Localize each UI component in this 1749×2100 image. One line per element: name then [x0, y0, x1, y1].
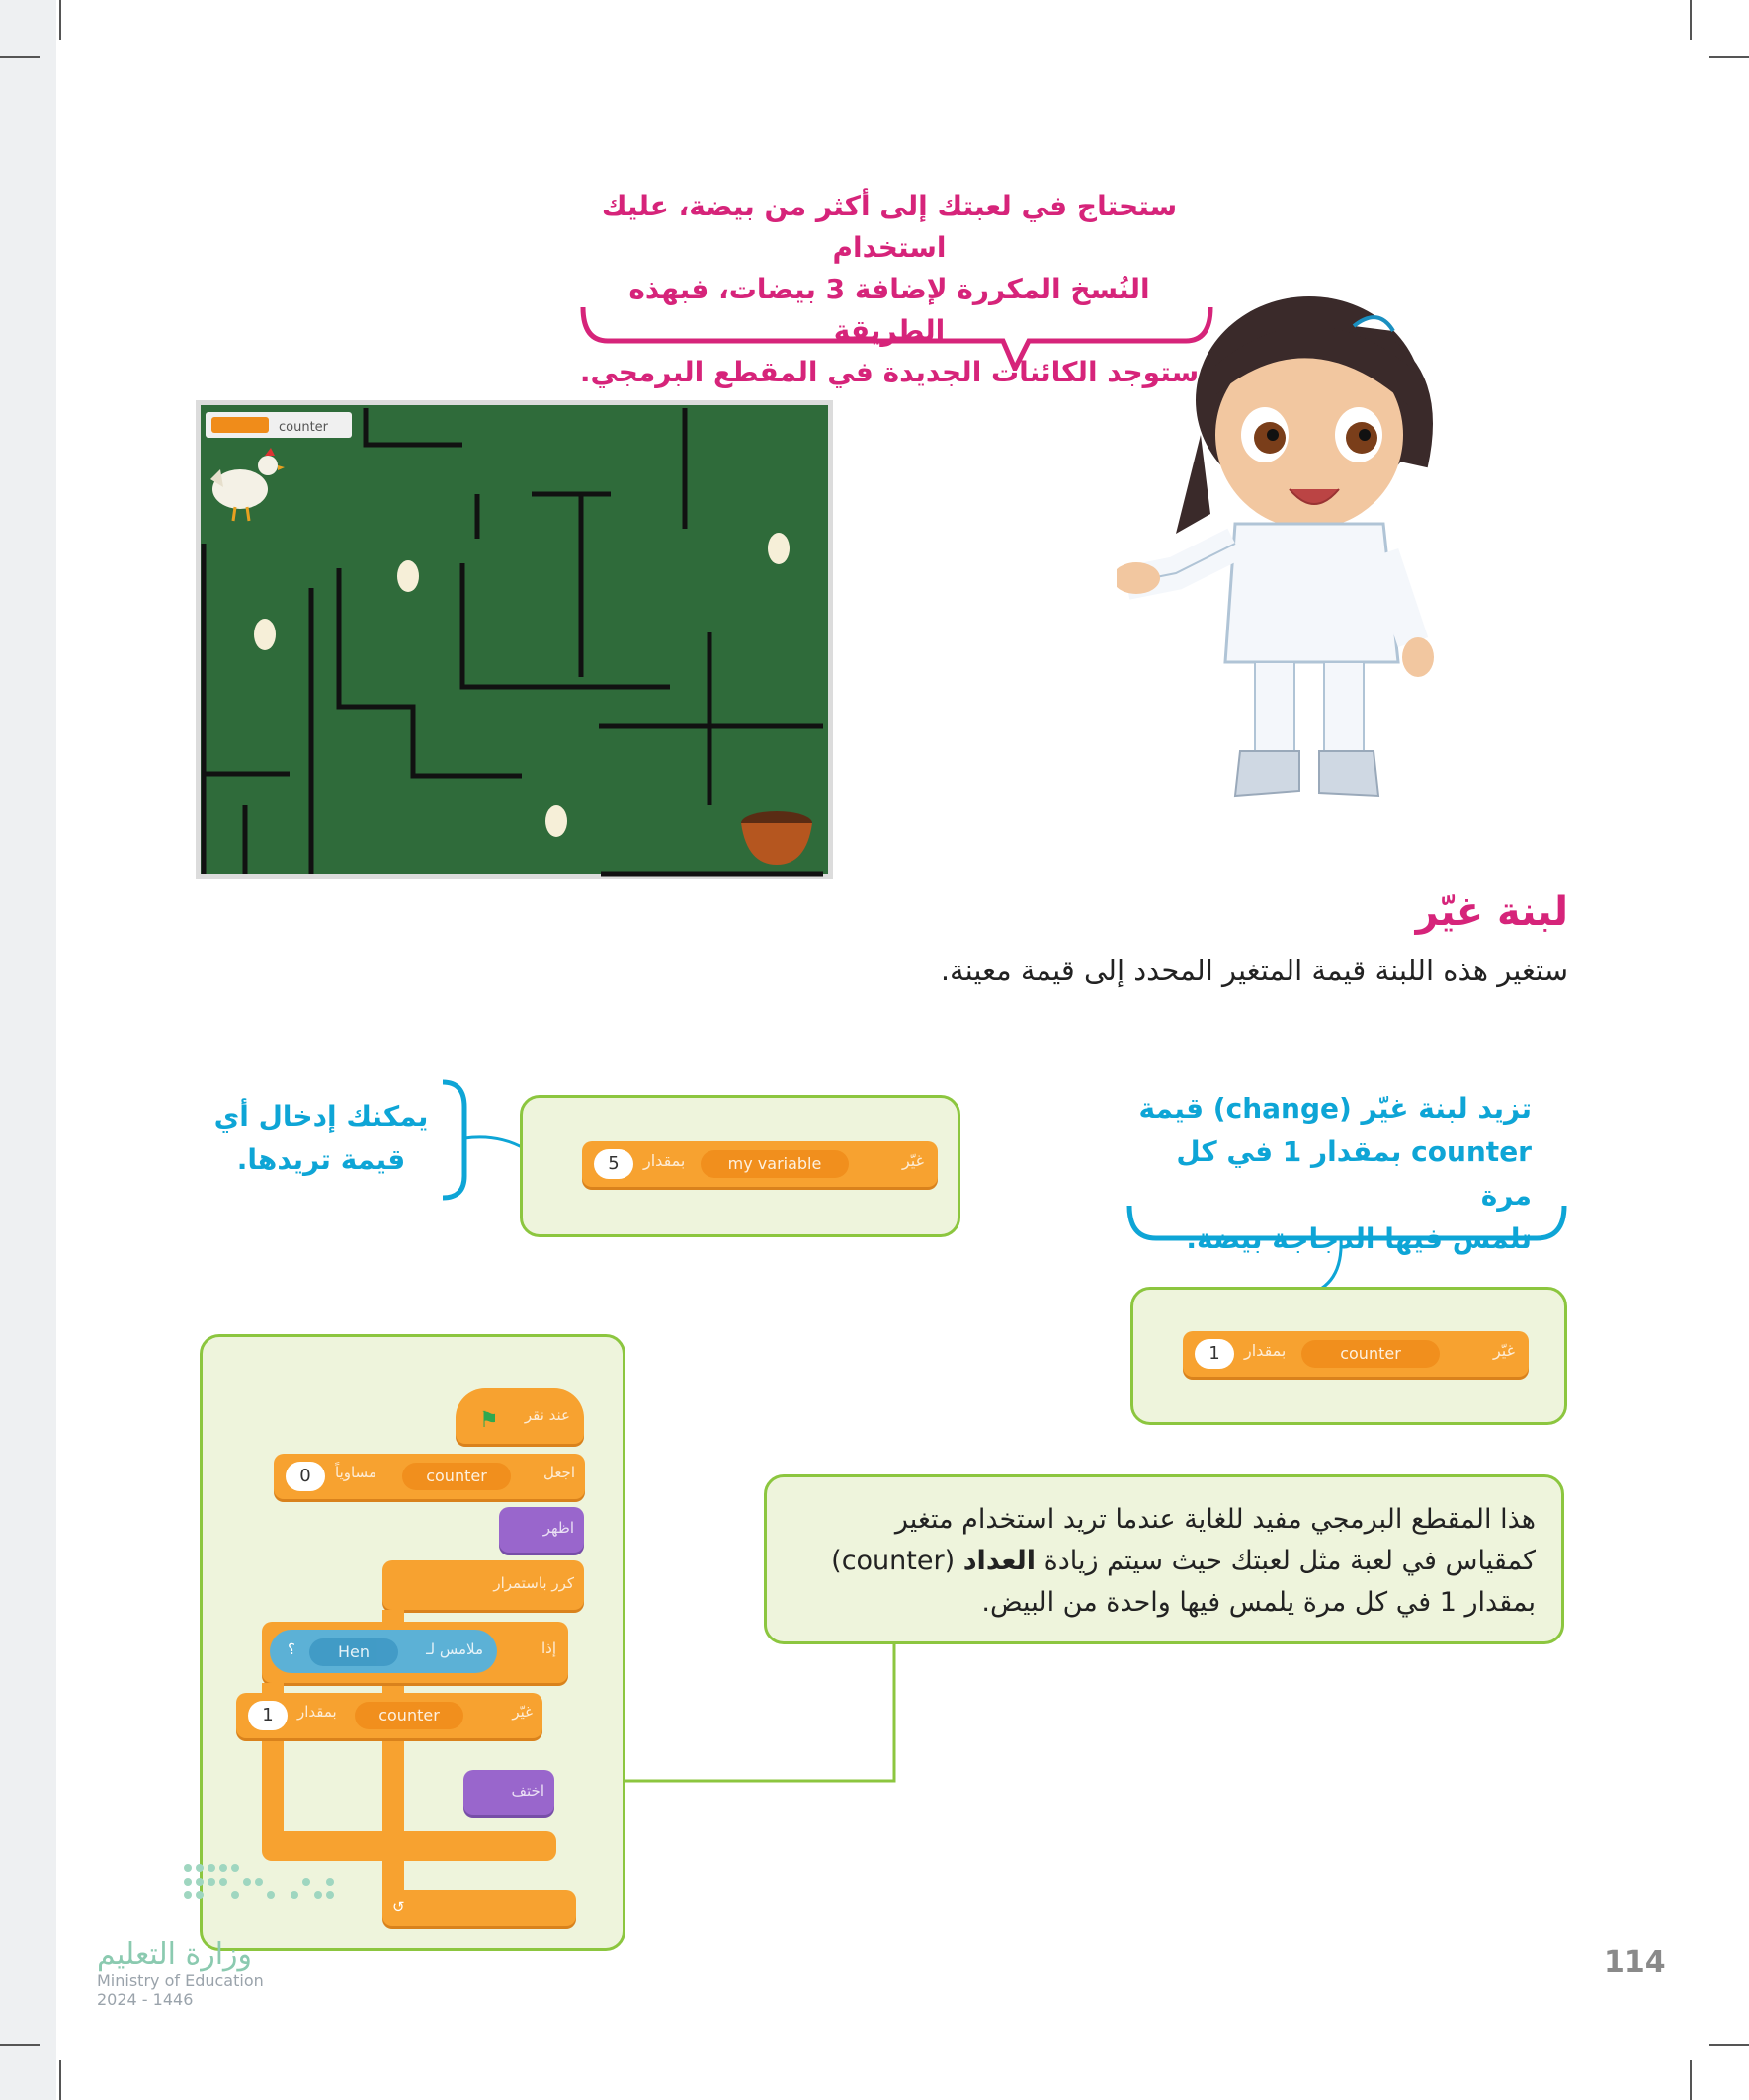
variable-dropdown[interactable]: counter	[402, 1463, 511, 1490]
description-line: هذا المقطع البرمجي مفيد للغاية عندما تريد استخدام متغير	[894, 1504, 1536, 1535]
crop-mark	[1709, 56, 1749, 58]
note-left-line: يمكنك إدخال أي	[213, 1100, 429, 1133]
touching-hen-block[interactable]	[270, 1630, 497, 1673]
loop-arrow-icon: ↺	[392, 1898, 405, 1916]
crop-mark	[1690, 2060, 1692, 2100]
change-counter-block[interactable]	[1183, 1331, 1529, 1377]
set-keyword: اجعل	[542, 1464, 575, 1481]
target-dropdown[interactable]: Hen	[309, 1638, 398, 1666]
section-title: لبنة غيّر	[1415, 889, 1568, 935]
crop-mark	[1709, 2044, 1749, 2046]
question-mark: ؟	[288, 1640, 295, 1658]
ministry-logo	[97, 1937, 294, 2009]
change-counter-block[interactable]	[236, 1693, 542, 1738]
forever-end	[382, 1890, 576, 1926]
crop-mark	[59, 0, 61, 40]
forever-label: كرر باستمرار	[493, 1574, 574, 1592]
crop-mark	[0, 56, 40, 58]
speech-line: النُسخ المكررة لإضافة 3 بيضات، فبهذه الطريقة	[628, 273, 1150, 347]
description-connector	[613, 1640, 899, 1789]
value-input[interactable]: 5	[594, 1149, 633, 1179]
egg-icon	[545, 805, 567, 837]
note-right-line: تزيد لبنة غيّر (change) قيمة	[1138, 1092, 1532, 1125]
page-number: 114	[1604, 1945, 1666, 1979]
crop-mark	[59, 2060, 61, 2100]
show-label: اظهر	[542, 1519, 574, 1537]
note-right-line: counter بمقدار 1 في كل مرة	[1176, 1135, 1532, 1212]
ministry-dots-icon	[178, 1858, 346, 1917]
if-block[interactable]	[262, 1622, 568, 1683]
description-box	[764, 1474, 1564, 1644]
egg-icon	[397, 560, 419, 592]
description-line	[792, 1541, 1536, 1582]
by-label: بمقدار	[1244, 1341, 1287, 1360]
description-bold-term: العداد	[962, 1546, 1037, 1576]
description-text: (counter)	[831, 1546, 963, 1576]
hide-label: اختف	[511, 1782, 544, 1800]
hat-label: عند نقر	[524, 1406, 570, 1424]
if-label: إذا	[541, 1639, 556, 1657]
note-left-line: قيمة تريدها.	[236, 1143, 406, 1176]
note-right-line: تلمس فيها الدجاجة بيضة.	[1186, 1222, 1532, 1255]
variable-dropdown[interactable]: my variable	[701, 1150, 849, 1178]
change-keyword: غيّر	[901, 1151, 924, 1170]
ministry-english: Ministry of Education	[97, 1972, 264, 1990]
value-input[interactable]: 0	[286, 1462, 325, 1491]
ministry-year: 2024 - 1446	[97, 1990, 194, 2009]
speech-line: ستوجد الكائنات الجديدة في المقطع البرمجي.	[579, 356, 1200, 388]
to-label: مساوياً	[335, 1464, 376, 1481]
egg-icon	[768, 533, 790, 564]
variable-dropdown[interactable]: counter	[355, 1702, 463, 1729]
change-keyword: غيّر	[1492, 1341, 1515, 1360]
when-flag-clicked-hat[interactable]	[456, 1388, 584, 1444]
left-margin-band	[0, 0, 56, 2100]
ministry-arabic: وزارة التعليم	[97, 1937, 253, 1972]
speech-line: ستحتاج في لعبتك إلى أكثر من بيضة، عليك استخدام	[601, 190, 1178, 264]
change-keyword: غيّر	[512, 1703, 533, 1721]
girl-character-illustration	[1117, 287, 1467, 820]
by-label: بمقدار	[297, 1703, 337, 1721]
variable-dropdown[interactable]: counter	[1301, 1340, 1440, 1368]
forever-block[interactable]	[382, 1560, 584, 1610]
crop-mark	[0, 2044, 40, 2046]
change-block-box	[520, 1095, 960, 1237]
value-input[interactable]: 1	[248, 1701, 288, 1730]
monitor-label: counter	[279, 420, 329, 435]
show-block[interactable]	[499, 1507, 584, 1553]
crop-mark	[1690, 0, 1692, 40]
description-text: كمقياس في لعبة مثل لعبتك حيث سيتم زيادة	[1036, 1546, 1536, 1576]
hide-block[interactable]	[463, 1770, 554, 1815]
touching-label: ملامس لـ	[426, 1640, 483, 1658]
by-label: بمقدار	[643, 1151, 686, 1170]
counter-block-box	[1130, 1287, 1567, 1425]
set-counter-block[interactable]	[274, 1454, 585, 1499]
section-subtitle: ستغير هذه اللبنة قيمة المتغير المحدد إلى قيمة معينة.	[940, 954, 1568, 987]
maze-game-stage	[196, 400, 833, 879]
egg-icon	[254, 619, 276, 650]
value-input[interactable]: 1	[1195, 1339, 1234, 1369]
note-left	[208, 1095, 435, 1182]
green-flag-icon: ⚑	[479, 1408, 499, 1433]
change-block[interactable]	[582, 1141, 938, 1187]
if-end	[262, 1831, 556, 1861]
description-line: بمقدار 1 في كل مرة يلمس فيها واحدة من البيض.	[981, 1587, 1536, 1618]
